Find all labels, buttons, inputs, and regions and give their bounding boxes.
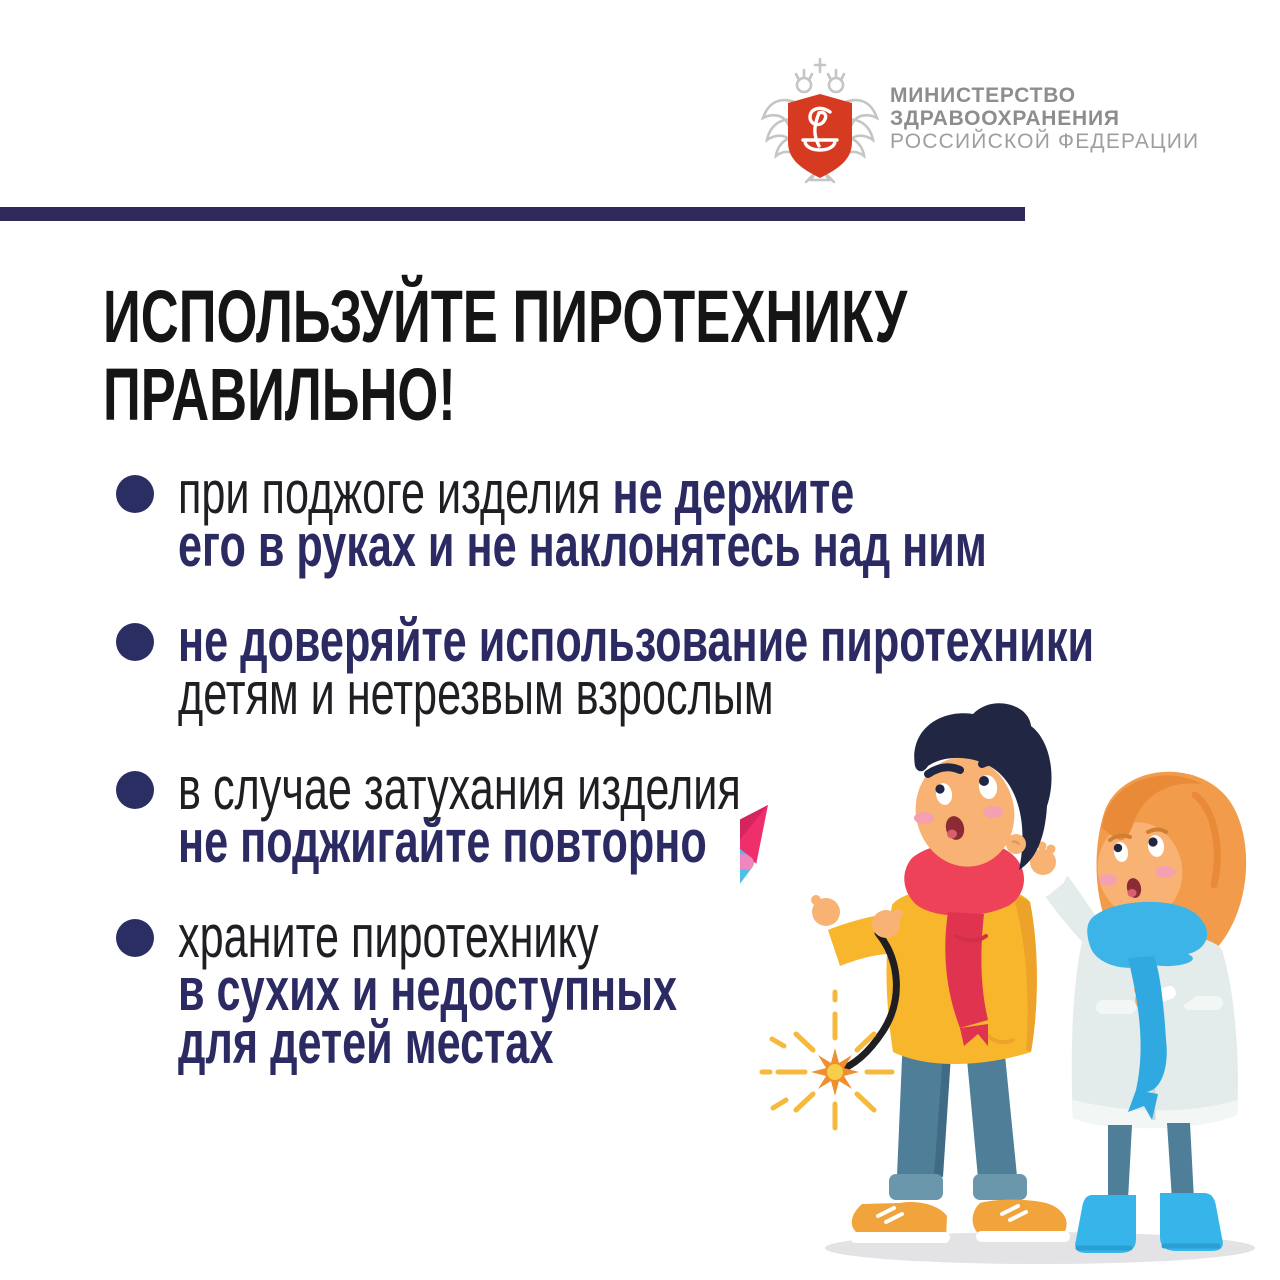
fireworks-safety-illustration	[740, 700, 1280, 1280]
logo-line-2: ЗДРАВООХРАНЕНИЯ	[890, 107, 1120, 130]
rule-text-emphasis: для детей местах	[178, 1009, 554, 1076]
emblem-shield	[788, 94, 852, 178]
rule-text-emphasis: его в руках и не наклонятесь над ним	[178, 512, 987, 579]
coat-of-arms-icon	[758, 56, 882, 186]
bullet-circle-icon	[116, 771, 154, 809]
logo-line-1: МИНИСТЕРСТВО	[890, 84, 1076, 107]
rule-text-emphasis: не доверяйте использование пиротехники	[178, 607, 1094, 674]
bullet-circle-icon	[116, 919, 154, 957]
rule-text: при поджоге изделия	[178, 459, 613, 526]
page-title-line-2: ПРАВИЛЬНО!	[103, 353, 456, 436]
page-title	[103, 275, 908, 436]
bullet-text	[178, 459, 1258, 579]
man-figure	[740, 703, 1070, 1243]
rule-text-emphasis: в сухих и недоступных	[178, 956, 678, 1023]
bullet-circle-icon	[116, 623, 154, 661]
woman-figure	[1029, 772, 1247, 1253]
rule-text-emphasis: не держите	[612, 459, 855, 526]
page-title-line-1: ИСПОЛЬЗУЙТЕ ПИРОТЕХНИКУ	[103, 275, 908, 358]
logo-line-3: РОССИЙСКОЙ ФЕДЕРАЦИИ	[890, 130, 1200, 153]
rocket-firework	[740, 777, 805, 999]
divider-bar	[0, 207, 1025, 221]
ministry-logo-text	[890, 84, 1199, 154]
bullet-circle-icon	[116, 475, 154, 513]
rule-text: в случае затухания изделия	[178, 755, 741, 822]
rule-text-emphasis: не поджигайте повторно	[178, 808, 707, 875]
fuse-spark	[762, 992, 892, 1128]
rule-text: храните пиротехнику	[178, 903, 599, 970]
rule-text: детям и нетрезвым взрослым	[178, 660, 774, 727]
list-item	[116, 459, 1280, 579]
